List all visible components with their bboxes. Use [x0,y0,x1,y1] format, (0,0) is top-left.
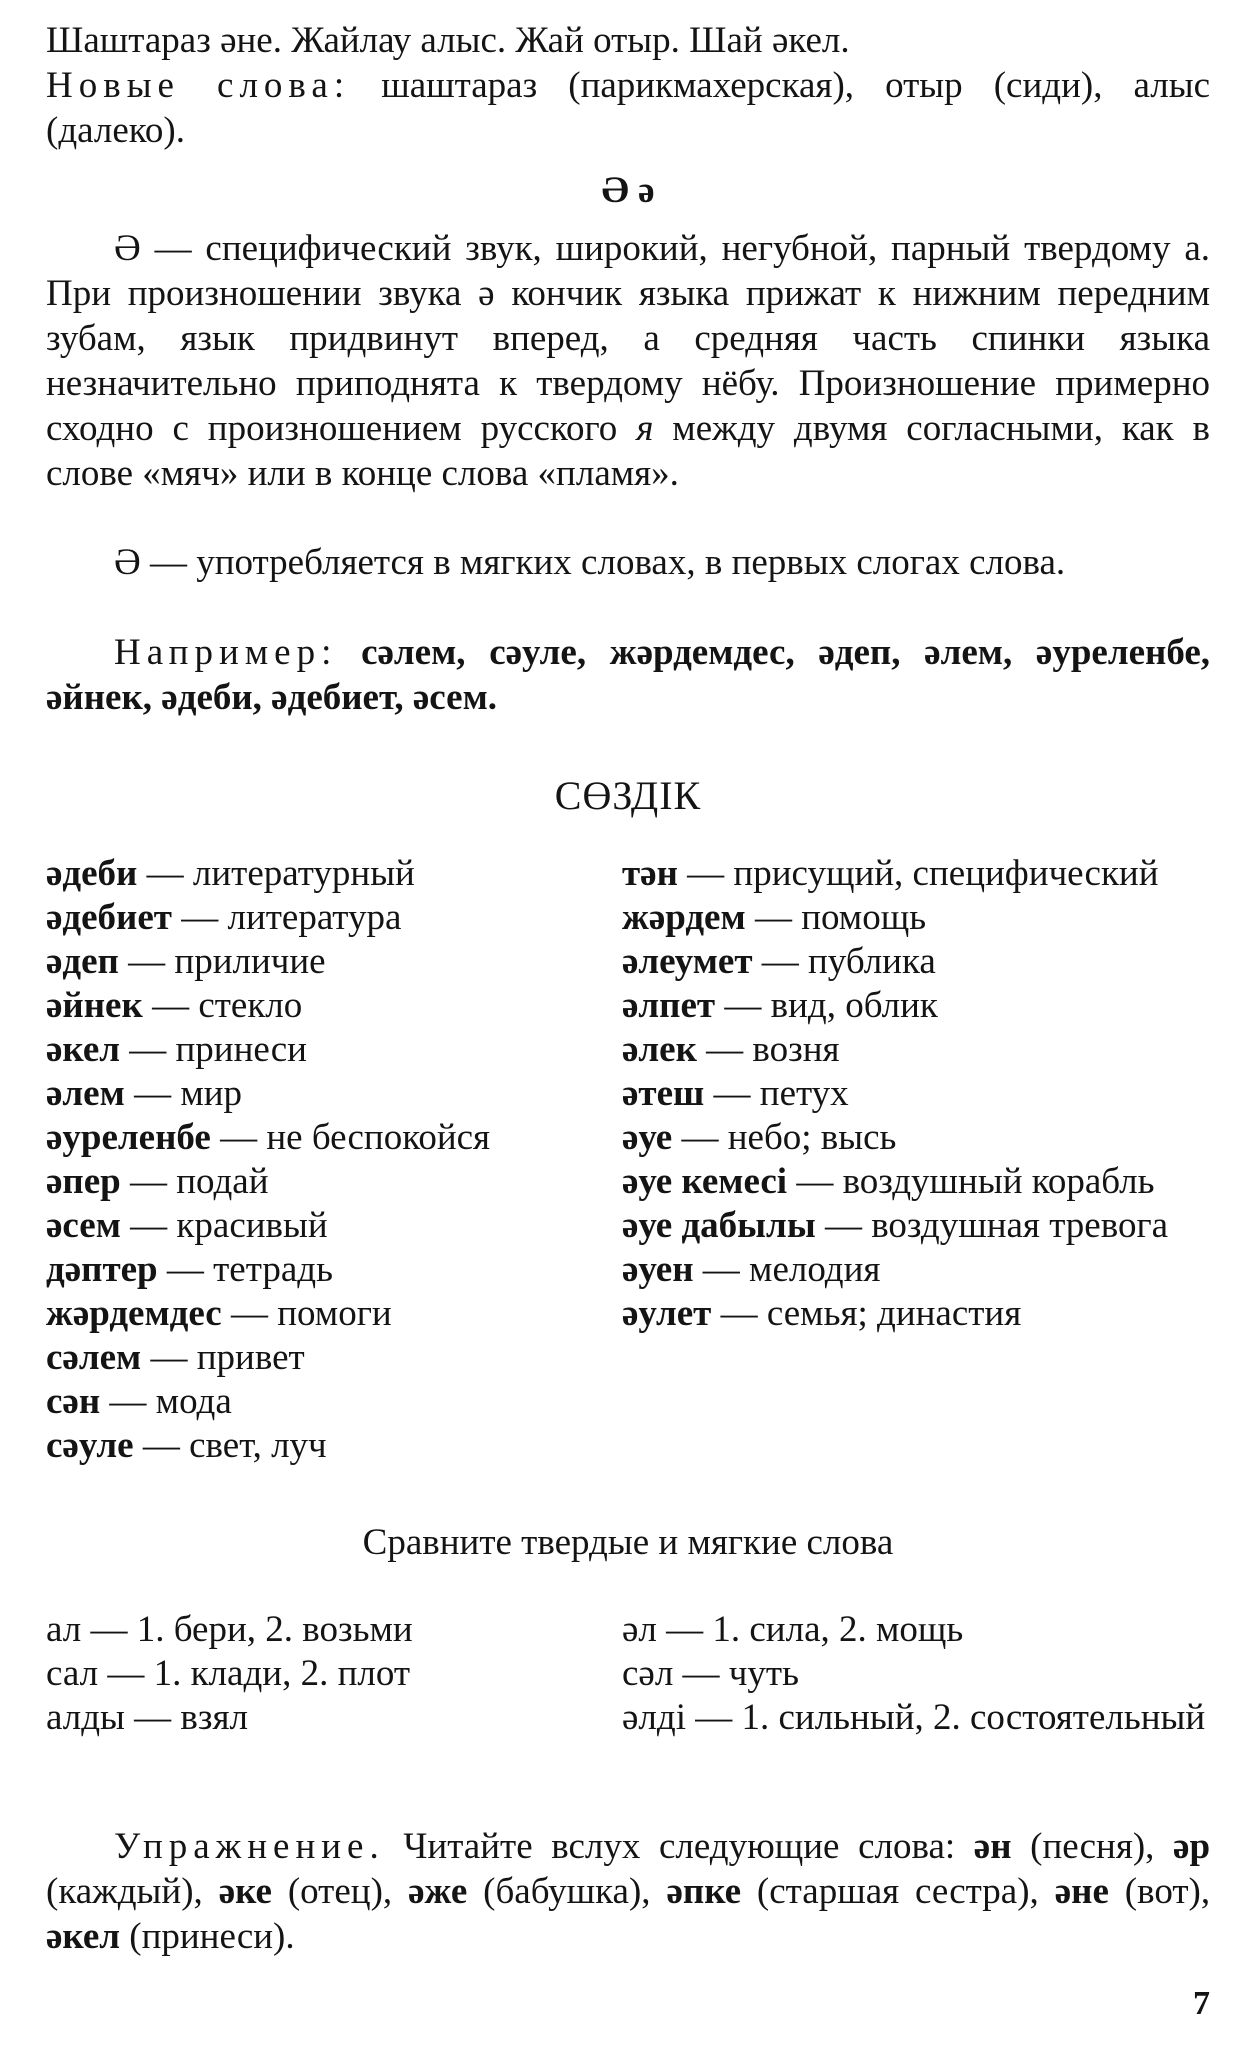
dictionary-translation: стекло [198,985,303,1026]
dictionary-translation: подай [176,1161,269,1202]
dictionary-translation: помощь [801,897,927,938]
dictionary-title: СӨЗДІК [554,773,702,818]
dictionary-translation: мир [180,1073,243,1114]
letter-heading: Ə ə [601,170,655,211]
dictionary-word: əсем [46,1205,121,1246]
compare-item: сал — 1. клади, 2. плот [46,1653,411,1694]
compare-item: əлді — 1. сильный, 2. состоятельный [622,1697,1206,1738]
example-words: сəлем, сəуле, жəрдемдес, əдеп, əлем, əуреленбе, əйнек, əдеби, əдебиет, əсем. [46,632,1211,718]
intro-sentences: Шаштараз əне. Жайлау алыс. Жай отыр. Шай əкел. [46,20,850,61]
exercise-word: əн [973,1826,1012,1867]
dictionary-word: əуен [622,1249,694,1290]
dictionary-word: əдеби [46,853,138,894]
dictionary-entry: əкел — принеси [46,1029,307,1070]
dictionary-entry: сəн — мода [46,1381,232,1422]
dictionary-translation: вид, облик [770,985,938,1026]
dictionary-entry: əуе — небо; высь [622,1117,897,1158]
dictionary-entry: əдеп — приличие [46,941,326,982]
intro-paragraph [46,18,1210,153]
dictionary-translation: публика [808,941,936,982]
new-words-label: Новые слова: [46,65,351,106]
letter-usage: Ə — употребляется в мягких словах, в первых слогах слова. [114,542,1066,583]
dictionary-left-column [46,852,606,1468]
compare-item: алды — взял [46,1697,248,1738]
exercise-gloss: (вот), [1124,1871,1211,1912]
dictionary-translation: присущий, специфический [733,853,1159,894]
exercise-word: əже [408,1871,468,1912]
dictionary-right-column [622,852,1210,1336]
exercise-word: əне [1054,1871,1109,1912]
compare-item: əл — 1. сила, 2. мощь [622,1609,964,1650]
dictionary-entry: əлеумет — публика [622,941,936,982]
compare-heading: Сравните твердые и мягкие слова [362,1522,894,1563]
exercise-gloss: (старшая сестра), [756,1871,1039,1912]
dictionary-entry: əуен — мелодия [622,1249,881,1290]
dictionary-entry: жəрдем — помощь [622,897,927,938]
dictionary-word: əдебиет [46,897,172,938]
exercise-gloss: (отец), [287,1871,393,1912]
dictionary-word: əулет [622,1293,712,1334]
dictionary-word: əпер [46,1161,121,1202]
exercise-instruction: Читайте вслух следующие слова: [403,1826,956,1867]
dictionary-entry: əуе кемесі — воздушный корабль [622,1161,1155,1202]
dictionary-entry: əтеш — петух [622,1073,849,1114]
dictionary-word: сəуле [46,1425,134,1466]
compare-left-column [46,1608,606,1740]
dictionary-translation: привет [196,1337,305,1378]
dictionary-word: əлем [46,1073,125,1114]
example-label: Например: [114,632,338,673]
dictionary-word: əйнек [46,985,143,1026]
dictionary-translation: воздушный корабль [842,1161,1155,1202]
letter-description-italic: я [636,408,654,449]
dictionary-translation: красивый [176,1205,328,1246]
dictionary-word: тəн [622,853,678,894]
dictionary-entry: сəлем — привет [46,1337,305,1378]
dictionary-entry: жəрдемдес — помоги [46,1293,392,1334]
compare-item: сəл — чуть [622,1653,799,1694]
exercise-paragraph [46,1824,1210,1959]
dictionary-entry: əлек — возня [622,1029,840,1070]
dictionary-translation: петух [759,1073,849,1114]
dictionary-translation: литературный [192,853,415,894]
dictionary-translation: мелодия [749,1249,881,1290]
dictionary-word: əуе дабылы [622,1205,816,1246]
new-words-text: шаштараз (парикмахерская), отыр (сиди), алыс (далеко). [46,65,1211,151]
letter-description [46,226,1210,496]
example-paragraph [46,630,1210,720]
dictionary-word: əуе кемесі [622,1161,788,1202]
dictionary-word: дəптер [46,1249,158,1290]
dictionary-translation: возня [752,1029,840,1070]
letter-description-text: Ə — специфический звук, широкий, негубной, парный твердому а. При произношении звука ə кончик языка прижат к нижним передним зубам, язык придвинут вперед, а средняя часть спинки языка незначительно приподнята к твердому нёбу. Произношение примерно сходно с произношением русского [46,228,1210,449]
dictionary-translation: не беспокойся [266,1117,491,1158]
dictionary-entry: əулет — семья; династия [622,1293,1022,1334]
dictionary-translation: принеси [175,1029,307,1070]
dictionary-translation: тетрадь [213,1249,333,1290]
dictionary-entry: сəуле — свет, луч [46,1425,327,1466]
dictionary-entry: əлем — мир [46,1073,243,1114]
dictionary-word: сəн [46,1381,101,1422]
exercise-gloss: (бабушка), [483,1871,651,1912]
exercise-word: əке [218,1871,272,1912]
exercise-label: Упражнение. [114,1826,385,1867]
dictionary-translation: семья; династия [766,1293,1022,1334]
exercise-gloss: (песня), [1030,1826,1155,1867]
exercise-gloss: (принеси). [129,1916,295,1957]
dictionary-word: сəлем [46,1337,142,1378]
dictionary-entry: əпер — подай [46,1161,269,1202]
exercise-word: əр [1173,1826,1211,1867]
exercise-gloss: (каждый), [46,1871,203,1912]
dictionary-word: əлеумет [622,941,753,982]
page-number: 7 [1193,1985,1210,2022]
dictionary-word: жəрдемдес [46,1293,222,1334]
dictionary-entry: əуе дабылы — воздушная тревога [622,1205,1169,1246]
dictionary-entry: əсем — красивый [46,1205,328,1246]
dictionary-word: əкел [46,1029,120,1070]
dictionary-translation: помоги [277,1293,392,1334]
dictionary-word: əтеш [622,1073,705,1114]
dictionary-word: əуе [622,1117,673,1158]
dictionary-word: əлек [622,1029,697,1070]
compare-item: ал — 1. бери, 2. возьми [46,1609,413,1650]
letter-description-end: между двумя согласными, как в слове «мяч» или в конце слова «пламя». [46,408,1211,494]
dictionary-entry: əйнек — стекло [46,985,303,1026]
dictionary-entry: əлпет — вид, облик [622,985,938,1026]
dictionary-word: əдеп [46,941,119,982]
dictionary-entry: əдебиет — литература [46,897,402,938]
dictionary-translation: мода [155,1381,232,1422]
exercise-word: əпке [666,1871,742,1912]
dictionary-translation: приличие [174,941,326,982]
dictionary-word: жəрдем [622,897,746,938]
dictionary-translation: небо; высь [727,1117,897,1158]
exercise-word: əкел [46,1916,120,1957]
dictionary-entry: дəптер — тетрадь [46,1249,333,1290]
dictionary-entry: əуреленбе — не беспокойся [46,1117,491,1158]
compare-right-column [622,1608,1210,1740]
dictionary-translation: свет, луч [189,1425,327,1466]
dictionary-translation: воздушная тревога [871,1205,1169,1246]
dictionary-translation: литература [227,897,402,938]
dictionary-entry: əдеби — литературный [46,853,415,894]
dictionary-entry: тəн — присущий, специфический [622,853,1159,894]
dictionary-word: əуреленбе [46,1117,211,1158]
dictionary-word: əлпет [622,985,716,1026]
